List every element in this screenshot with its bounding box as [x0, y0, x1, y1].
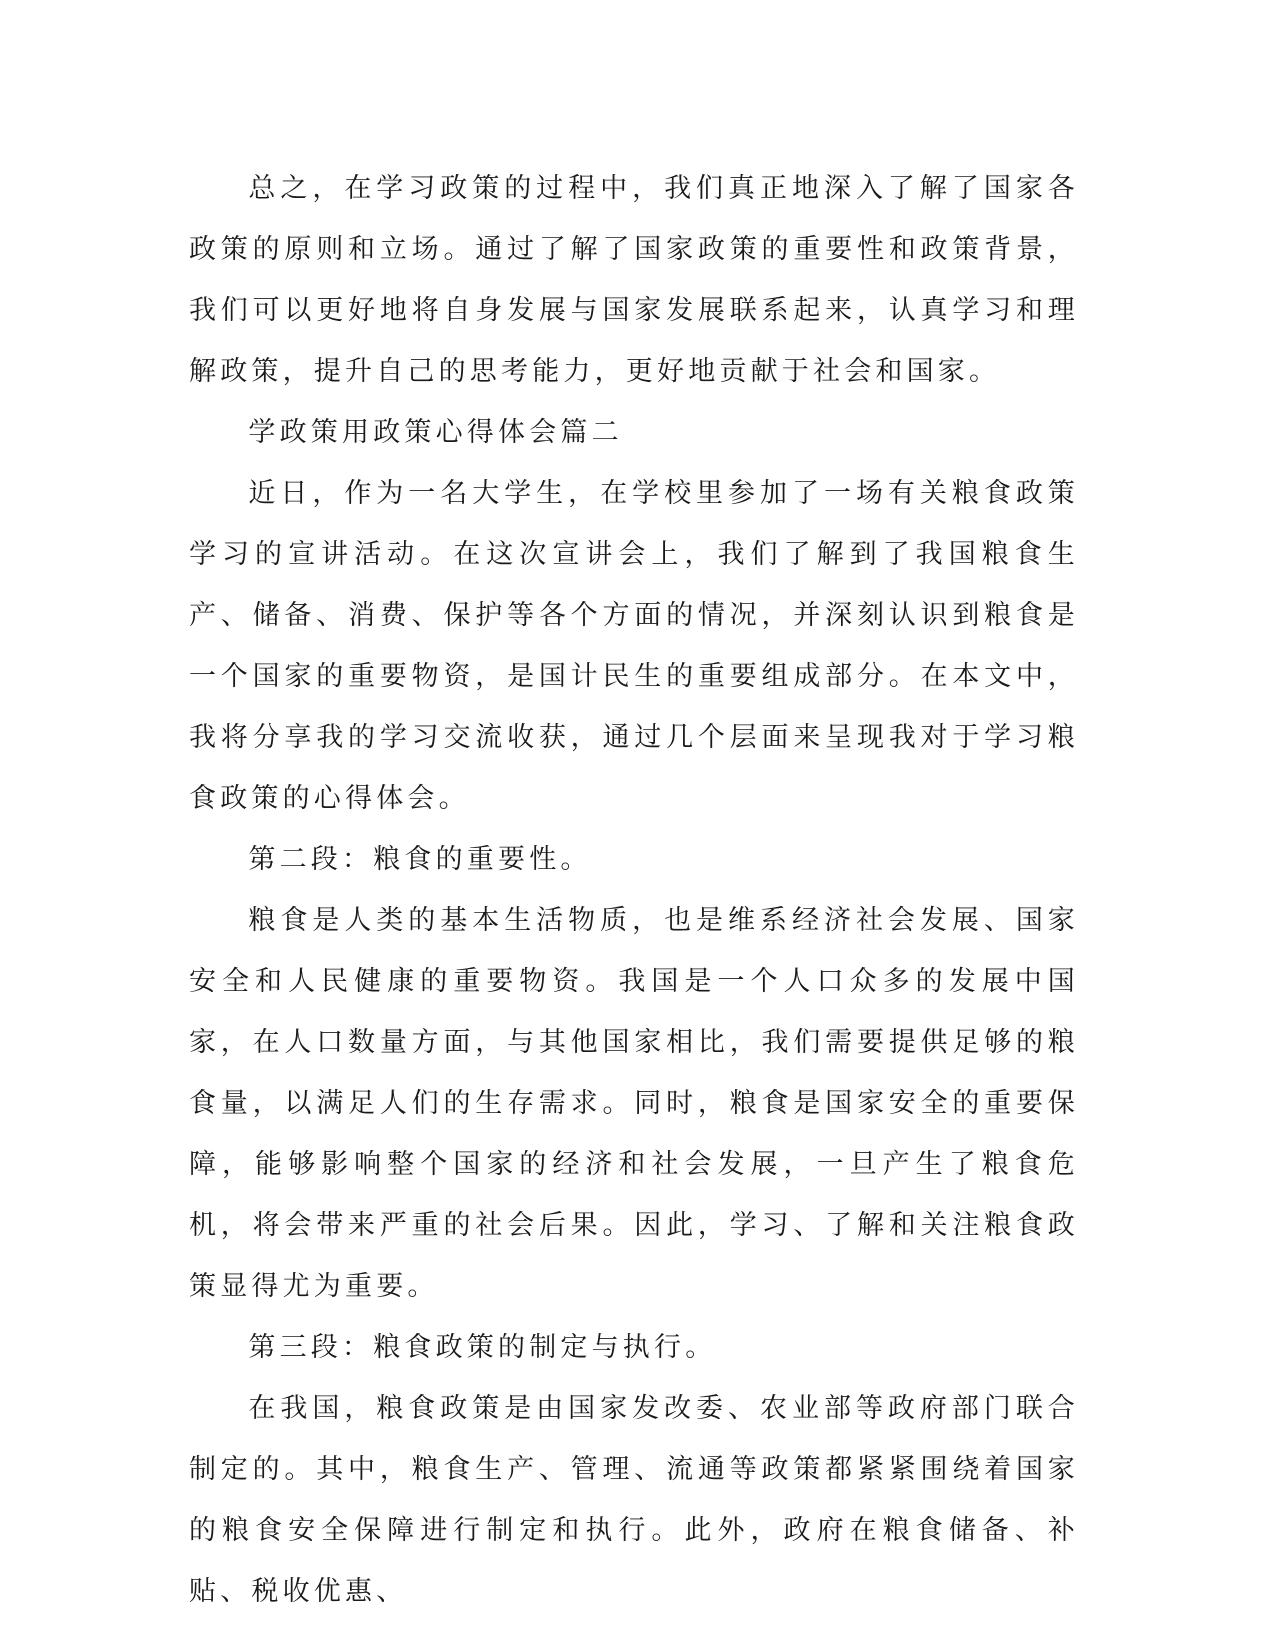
section-heading-importance: 第二段：粮食的重要性。 [248, 844, 592, 875]
paragraph-importance: 粮食是人类的基本生活物质，也是维系经济社会发展、国家安全和人民健康的重要物资。我国是一个人口众多的发展中国家，在人口数量方面，与其他国家相比，我们需要提供足够的粮食量，以满足人们的生存需求。同时，粮食是国家安全的重要保障，能够影响整个国家的经济和社会发展，一旦产生了粮食危机，将会带来严重的社会后果。因此，学习、了解和关注粮食政策显得尤为重要。 [189, 905, 1079, 1302]
document-body [189, 158, 1079, 1622]
paragraph-conclusion: 总之，在学习政策的过程中，我们真正地深入了解了国家各政策的原则和立场。通过了解了国家政策的重要性和政策背景，我们可以更好地将自身发展与国家发展联系起来，认真学习和理解政策，提升自己的思考能力，更好地贡献于社会和国家。 [189, 173, 1079, 387]
paragraph-introduction: 近日，作为一名大学生，在学校里参加了一场有关粮食政策学习的宣讲活动。在这次宣讲会上，我们了解到了我国粮食生产、储备、消费、保护等各个方面的情况，并深刻认识到粮食是一个国家的重要物资，是国计民生的重要组成部分。在本文中，我将分享我的学习交流收获，通过几个层面来呈现我对于学习粮食政策的心得体会。 [189, 478, 1079, 814]
section-heading-part-two: 学政策用政策心得体会篇二 [248, 417, 623, 448]
paragraph-policy-making: 在我国，粮食政策是由国家发改委、农业部等政府部门联合制定的。其中，粮食生产、管理、流通等政策都紧紧围绕着国家的粮食安全保障进行制定和执行。此外，政府在粮食储备、补贴、税收优惠、 [189, 1393, 1079, 1607]
section-heading-policy-making: 第三段：粮食政策的制定与执行。 [248, 1332, 717, 1363]
